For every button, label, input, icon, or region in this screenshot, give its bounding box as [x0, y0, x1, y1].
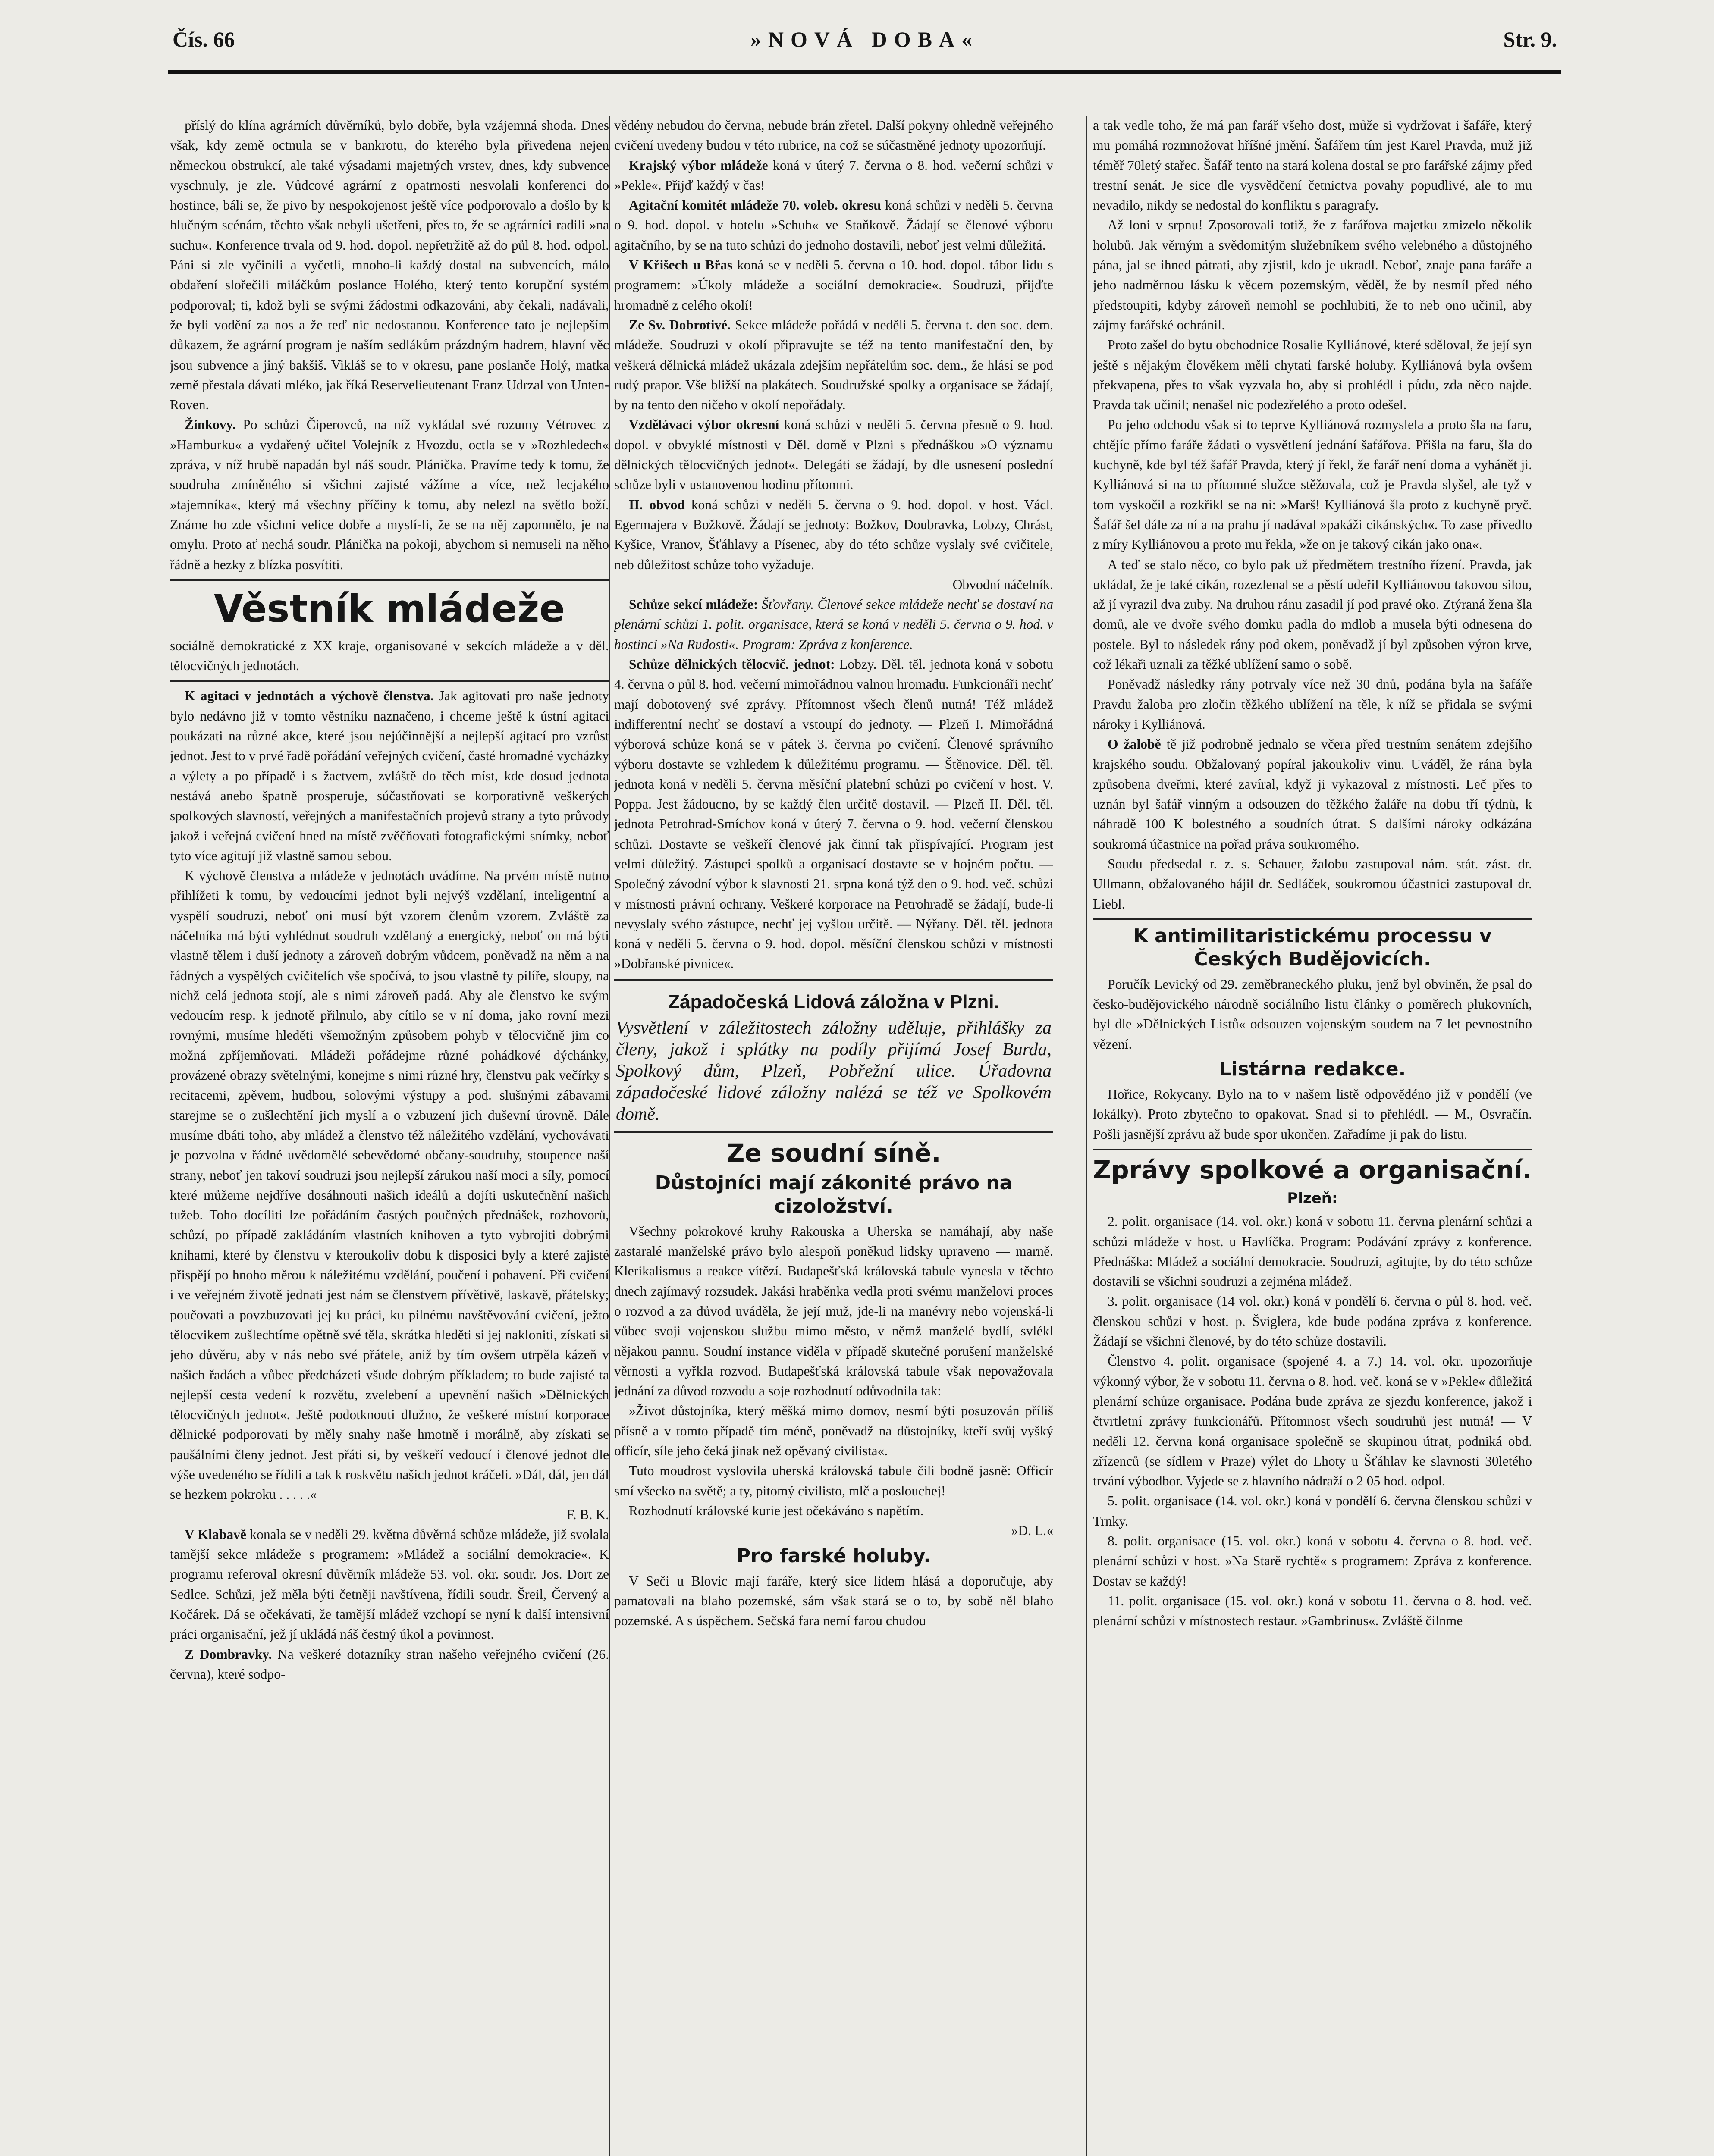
paragraph: Schůze sekcí mládeže: Šťovřany. Členové sekce mládeže nechť se dostaví na plenární schůzi 1. polit. organisace, která se koná v neděli 5. června o 9. hod. v hostinci »Na Rudosti«. Program: Zpráva z konference.	[614, 597, 1053, 652]
lead-in: Žinkovy.	[185, 417, 236, 432]
article-title: Listárna redakce.	[1219, 1058, 1406, 1081]
paragraph: 11. polit. organisace (15. vol. okr.) koná v sobotu 11. června o 8. hod. več. plenární schůzi v místnostech restaur. »Gambrinus«. Zvláště čilnme	[1093, 1593, 1532, 1629]
lead-in: Vzdělávací výbor okresní	[629, 417, 779, 432]
paragraph: O žalobě tě již podrobně jednalo se včera před trestním senátem zdejšího krajského soudu. Obžalovaný popíral jakoukoliv vinu. Uváděl, že rána byla způsobena dveřmi, které zavíral, když ji vykazoval z místnosti. Leč přes to uznán byl šafář vinným a odsouzen do těžkého žaláře na dobu tří týdnů, k náhradě 100 K bolestného a soudních útrat. S dalšími nároky odkázána soukromá účastnice na pořad práva soukromého.	[1093, 736, 1532, 852]
lead-in: Ze Sv. Dobrotivé.	[629, 317, 731, 332]
column-divider	[1086, 116, 1087, 2156]
lead-in: O žalobě	[1108, 736, 1161, 752]
paragraph: příslý do klína agrárních důvěrníků, bylo dobře, byla vzájemná shoda. Dnes však, kdy země octnula se v bankrotu, do kterého byla přivedena nejen německou obstrukcí, ale také výsadami majetných vrstev, dnes, kdy subvence vyschnuly, je zle. Vůdcové agrární z opatrnosti nesvolali konferenci do hostince, báli se, že pivo by nespokojenost ještě více podporovalo a došlo by k hlučným scénám, těchto však nebyli ušetřeni, přes to, že se agrárníci radili »na suchu«. Konference trvala od 9. hod. dopol. nepřetržitě až do půl 8. hod. odpol. Páni si zle vyčinili a vyčetli, mnoho-li každý dostal na subvencích, málo obdaření slořečili miláčkům poslance Holého, který tento korupční systém podporoval; ti, kdož byli se svými žádostmi odkazováni, aby čekali, nadávali, že byli vodění za nos a že teď nic nedostanou. Konference tato je nejlepším důkazem, že agrární program je naším sedlákům prázdným hadrem, hlavní věc jsou subvence a jiný bakšiš. Vikláš se to v okresu, pane poslanče Holý, matka země přestala dávati mléko, jak říká Reservelieutenant Franz Udrzal von Unten-Roven.	[170, 118, 609, 413]
header-rule	[168, 70, 1561, 74]
signature: »D. L.«	[1011, 1523, 1053, 1539]
masthead: »NOVÁ DOBA«	[750, 27, 979, 51]
section-heading: Ze soudní síně.	[726, 1138, 941, 1168]
column-3	[1093, 116, 1532, 2156]
lead-in: V Klabavě	[185, 1526, 246, 1542]
lead-in: Z Dombravky.	[185, 1646, 272, 1662]
signature: F. B. K.	[566, 1507, 609, 1522]
paragraph: 3. polit. organisace (14 vol. okr.) koná v pondělí 6. června o půl 8. hod. več. členskou schůzi v host. p. Šviglera, kde bude podána zpráva z konference. Žádají se všichni členové, by do této schůze dostavili.	[1093, 1294, 1532, 1349]
paragraph: Tuto moudrost vyslovila uherská královská tabule čili bodně jasně: Officír smí všecko na světě; a ty, pitomý civilisto, mlč a poslouchej!	[614, 1463, 1053, 1498]
paragraph: K výchově členstva a mládeže v jednotách uvádíme. Na prvém místě nutno přihlížeti k tomu, by vedoucími jednot byli nejvýš vzdělaní, inteligentní a vyspělí soudruzi, neboť oni musí být vzorem členům vzorem. Zvláště za náčelníka má býti vyhlédnut soudruh vzdělaný a energický, neboť on má býti vlastně tělem i duší jednoty a zároveň dobrým vůdcem, poněvadž na něm a na řádných a vyspělých cvičitelích vše spočívá, to jsou vlastně ty pilíře, sloupy, na nichž celá jednota stojí, ale s nimi zároveň padá. Aby ale členstvo ke svým vedoucím resp. k jednotě přilnulo, aby cítilo se v ní doma, jako rovní mezi rovnými, musíme hleděti všemožným způsobem pohyb v tělocvičně jim co možná zpříjemňovati. Mládeži pořádejme různé pohádkové dýchánky, provázené obrazy světelnými, konejme s nimi různé hry, členstvu pak večírky s recitacemi, zpěvem, hudbou, solovými výstupy a pod. slušnými zábavami starejme se o zušlechtění jich myslí a o vzbuzení jich duševní úrovně. Dále musíme dbáti toho, aby mládež a členstvo též náležitého vzdělání, vychovávati je pozvolna v řádné uvědomělé sebevědomé občany-soudruhy, stoupence naší strany, neboť jen takoví soudruzi jsou nejlepší zárukou naší moci a síly, pomocí které můžeme nejdříve dosáhnouti našich ideálů a dojíti uskutečnění našich tužeb. Toho docíliti lze pořádáním častých poučných přednášek, rozhovorů, schůzí, po případě zakládáním vlastních knihoven a tyto vybrojiti dobrými knihami, které by členstvu v kteroukoliv dobu k disposici byly a které zajisté přispějí po hnoho měrou k náležitému vzdělání, poučení i pobavení. Při cvičení i ve veřejném životě jednati jest nám se členstvem přívětivě, laskavě, přátelsky; poučovati a povzbuzovati jej ku práci, ku pilnému navštěvování cvičení, ježto tělocvikem zušlechtíme opětně své těla, skrátka hleděti si jej nakloniti, získati si jeho důvěru, aby v nás nebo své přátele, aniž by tím ovšem utrpěla kázeň v našich řadách a vůbec předcházeti všude dobrým příkladem; to bude zajisté ta nejlepší cesta vedení k rozvětu, zvelebení a upevnění našich »Dělnických tělocvičných jednot«. Ještě podotknouti dlužno, že veškeré místní korporace dělnické podporovati by měly snahy naše hmotně i morálně, aby získati se paušálními členy jednot. Jest přáti si, by veškeří vedoucí i členové jednot dle výše uvedeného se řídili a tak k roskvětu našich jednot kráčeli. »Dál, dál, jen dál se hezkem pokroku . . . . .«	[170, 868, 609, 1502]
paragraph: Agitační komitét mládeže 70. voleb. okresu koná schůzi v neděli 5. června o 9. hod. dopol. v hotelu »Schuh« ve Staňkově. Žádají se členové výboru agitačního, by se na tuto schůzi do jednoho dostavili, neboť jest velmi důležitá.	[614, 197, 1053, 253]
lead-in: Schůze sekcí mládeže:	[629, 597, 758, 612]
paragraph: Poručík Levický od 29. zeměbraneckého pluku, jenž byl obviněn, že psal do česko-budějovického národně sociálního listu články o poměrech plukovních, byl dle »Dělnických Listů« odsouzen vojenským soudem na 7 let pevnostního vězení.	[1093, 976, 1532, 1052]
column-divider	[609, 116, 610, 2156]
paragraph: II. obvod koná schůzi v neděli 5. června o 9. hod. dopol. v host. Václ. Egermajera v Božkově. Žádají se jednoty: Božkov, Doubravka, Lobzy, Chrást, Kyšice, Vranov, Šťáhlavy a Písenec, aby do této schůze vyslaly své cvičitele, neb důležitost schůze toho vyžaduje.	[614, 497, 1053, 572]
article-title: Pro farské holuby.	[736, 1545, 931, 1567]
advert-body: Vysvětlení v záležitostech záložny uděluje, přihlášky za členy, jakož i splátky na podíly přijímá Josef Burda, Spolkový dům, Plzeň, Pobřežní ulice. Úřadovna západočeské lidové záložny nalézá se též ve Spolkovém domě.	[616, 1018, 1052, 1124]
column-1	[170, 116, 609, 2156]
paragraph: Žinkovy. Po schůzi Čiperovců, na níž vykládal své rozumy Vétrovec z »Hamburku« a vydařený učitel Volejník z Hvozdu, octla se v »Rozhledech« zpráva, v níž hrubě napadán byl náš soudr. Plánička. Pravíme tedy k tomu, že soudruha zmíněného si všichni zajisté vážíme a více, než lecjakého »tajemníka«, který má všechny příčiny k tomu, aby nelezl na světlo boží. Známe ho zde všichni velice dobře a myslí-li, že se na něj zapomnělo, je na omylu. Proto ať nechá soudr. Plánička na pokoji, abychom si nemuseli na něho řádně a hezky z blízka posvítiti.	[170, 417, 609, 572]
section-subtitle: sociálně demokratické z XX kraje, organisované v sekcích mládeže a v děl. tělocvičných jednotách.	[170, 638, 609, 674]
advert-title: Západočeská Lidová záložna v Plzni.	[668, 991, 999, 1012]
paragraph: K agitaci v jednotách a výchově členstva. Jak agitovati pro naše jednoty bylo nedávno již v tomto věstníku naznačeno, i chceme ještě k ústní agitaci poukázati na různé akce, které jsou nejúčinnější a nejlepší agitací pro vzrůst jednot. Jest to v prvé řadě pořádání veřejných cvičení, časté hromadné vycházky a výlety a po případě i s žactvem, zvláště do těch míst, kde dosud jednota nestává anebo špatně prosperuje, súčastňovati se korporativně veškerých spolkových slavností, veřejných a manifestačních projevů strany a tyto průvody jakož i veřejná cvičení hned na místě zvěčňovati fotografickými snímky, neboť tyto více agitují již vlastně samou sebou.	[170, 688, 609, 863]
lead-in: II. obvod	[629, 497, 685, 512]
paragraph: Po jeho odchodu však si to teprve Kylliánová rozmyslela a proto šla na faru, chtějíc přímo faráře žádati o vysvětlení jednání šafářova. Přišla na faru, šla do kuchyně, kde byl též šafář Pravda, který jí řekl, že farář není doma a vyhánět ji. Kylliánová si na to přítomné služce stěžovala, což je Pravda slyšel, ale tyž v tom vyskočil a rozkřikl se na ni: »Marš! Kylliánová šla proto z kuchyně pryč. Šafář šel dále za ní a na prahu jí nadával »pakáži cikánských«. To zase přivedlo z míry Kylliánovou a proto mu řekla, »že on je takový cikán jako ona«.	[1093, 417, 1532, 552]
paragraph: Z Dombravky. Na veškeré dotazníky stran našeho veřejného cvičení (26. června), které sodpo-	[170, 1646, 609, 1682]
paragraph: Poněvadž následky rány potrvaly více než 30 dnů, podána byla na šafáře Pravdu žaloba pro zločin těžkého ublížení na těle, k níž se přidala se svými nároky i Kylliánová.	[1093, 677, 1532, 732]
advert-box	[614, 979, 1053, 1133]
lead-in: K agitaci v jednotách a výchově členstva.	[185, 688, 434, 704]
article-title: Důstojníci mají zákonité právo na cizoložství.	[655, 1172, 1013, 1217]
paragraph: Soudu předsedal r. z. s. Schauer, žalobu zastupoval nám. stát. zást. dr. Ullmann, obžalovaného hájil dr. Sedláček, soukromou účastnici zastupoval dr. Liebl.	[1093, 856, 1532, 912]
paragraph: »Život důstojníka, který měšká mimo domov, nesmí býti posuzován příliš přísně a v tomto případě tím méně, poněvadž na důstojníky, kteří svůj vyšký officír, síle jeho čeká jinak než opěvaný civilista«.	[614, 1403, 1053, 1459]
paragraph: A teď se stalo něco, co bylo pak už předmětem trestního řízení. Pravda, jak ukládal, že je také cikán, rozezlenal se a pěstí udeřil Kylliánovou takovou silou, až jí vyrazil dva zuby. Na druhou ránu zasadil jí pod pravé oko. Ztýraná žena šla domů, ale ve dvoře svého domku padla do mdlob a musela býti odnesena do postele. Byl to následek rány pod okem, poněvadž jí byl způsoben výron krve, což lékaři uznali za těžké ublížení samo o sobě.	[1093, 557, 1532, 672]
column-2	[614, 116, 1053, 2156]
page-header	[168, 25, 1561, 99]
lead-in: Agitační komitét mládeže 70. voleb. okresu	[629, 197, 881, 213]
page-number: Str. 9.	[1503, 27, 1557, 51]
paragraph: vědény nebudou do června, nebude brán zřetel. Další pokyny ohledně veřejného cvičení uvedeny budou v této rubrice, na což se súčastněné jednoty upozorňují.	[614, 118, 1053, 153]
paragraph: V Klabavě konala se v neděli 29. května důvěrná schůze mládeže, již svolala tamější sekce mládeže s programem: »Mládež a sociální demokracie«. K programu referoval okresní důvěrník mládeže 53. vol. okr. soudr. Jos. Dort ze Sedlce. Schůzi, jež měla býti četněji navštívena, řídili soudr. Šreil, Červený a Kočárek. Dá se očekávati, že tamější mládež vzchopí se nyní k další intensivní práci organisační, jež jí ukládá náš čestný úkol a povinnost.	[170, 1526, 609, 1642]
paragraph: 8. polit. organisace (15. vol. okr.) koná v sobotu 4. června o 8. hod. več. plenární schůzi v host. »Na Starě rychtě« s programem: Zpráva z konference. Dostav se každý!	[1093, 1533, 1532, 1589]
paragraph: Až loni v srpnu! Zposorovali totiž, že z farářova majetku zmizelo několik holubů. Jak věrným a svědomitým služebníkem svého velebného a důstojného pána, jal se ihned pátrati, aby zjistil, kdo je ukradl. Neboť, znaje pana faráře a jeho nadměrnou lásku k věcem pozemským, věděl, že by nesmíl před ného předstoupiti, kdyby zároveň nemohl se pochlubiti, že to neb ono učinil, aby zájmy farářské ochránil.	[1093, 217, 1532, 332]
section-rule	[1093, 918, 1532, 920]
paragraph: Rozhodnutí královské kurie jest očekáváno s napětím.	[629, 1503, 924, 1518]
paragraph: V Křišech u Břas koná se v neděli 5. června o 10. hod. dopol. tábor lidu s programem: »Úkoly mládeže a sociální demokracie«. Soudruzi, přijďte hromadně z celého okolí!	[614, 257, 1053, 313]
paragraph: Schůze dělnických tělocvič. jednot: Lobzy. Děl. těl. jednota koná v sobotu 4. června o půl 8. hod. večerní mimořádnou valnou hromadu. Funkcionáři nechť mají dobotovený své zprávy. Přítomnost všech členů nutná! Též mládež indifferentní nechť se dostaví a vstoupí do jednoty. — Plzeň I. Mimořádná výborová schůze koná se v pátek 3. června po cvičení. Členové správního výboru dostavte se vzhledem k důležitému programu. — Štěnovice. Děl. těl. jednota koná v neděli 5. června měsíční platební schůzi po cvičení v host. V. Poppa. Jest žádoucno, by se každý člen určitě dostavil. — Plzeň II. Děl. těl. jednota Petrohrad-Smíchov koná v úterý 7. června o 9. hod. večerní členskou schůzi. Dostavte se veškeří členové jak činní tak přispívající. Program jest velmi důležitý. Zástupci spolků a organisací dostavte se v hojném počtu. — Společný závodní výbor k slavnosti 21. srpna koná týž den o 9. hod. več. schůzi v místnosti právní ochrany. Veškeré korporace na Petrohradě se žádají, bude-li nevyslaly svého zástupce, nechť jej vyšlou určitě. — Nýřany. Děl. těl. jednota koná v neděli 5. června o 9. hod. dopol. měsíční členskou schůzi v místnosti »Dobřanské pivnice«.	[614, 657, 1053, 971]
article-title: K antimilitaristickému processu v Českých Budějovicích.	[1133, 924, 1492, 970]
paragraph: Proto zašel do bytu obchodnice Rosalie Kylliánové, které sděloval, že její syn ještě s nějakým člověkem měli chytati farské holuby. Kylliánová byla ovšem překvapena, přes to však vyzvala ho, aby si prohlédl i půdu, zda něco najde. Pravda tak učinil; nenašel nic podezřelého a proto odešel.	[1093, 337, 1532, 413]
paragraph: V Seči u Blovic mají faráře, který sice lidem hlásá a doporučuje, aby pamatovali na blaho pozemské, sám však stará se o to, by sobě něl blaho pozemské. A s úspěchem. Sečská fara nemí farou chudou	[614, 1573, 1053, 1629]
lead-in: Schůze dělnických tělocvič. jednot:	[629, 657, 835, 672]
section-heading: Věstník mládeže	[213, 586, 565, 631]
paragraph: Všechny pokrokové kruhy Rakouska a Uherska se namáhají, aby naše zastaralé manželské právo bylo alespoň poněkud lidsky upraveno — marně. Klerikalismus a reakce vítězí. Budapešťská královská tabule vynesla v těchto dnech zajímavý rozsudek. Jakási hraběnka vedla proti svému manželovi proces o rozvod a za důvod uváděla, že její muž, jde-li na manévry nebo vojenská-li vůbec svoji vojenskou službu mimo město, v němž manželé bydlí, svlékl nějakou pannu. Soudní instance viděla v případě skutečné porušení manželské věrnosti a vyřkla rozvod. Budapešťská královská tabule však nepovažovala jednání za důvod rozvodu a soje rozhodnutí odůvodnila tak:	[614, 1223, 1053, 1399]
section-rule	[170, 680, 609, 682]
signature: Obvodní náčelník.	[952, 577, 1053, 592]
lead-in: V Křišech u Břas	[629, 257, 733, 273]
paragraph: Krajský výbor mládeže koná v úterý 7. června o 8. hod. večerní schůzi v »Pekle«. Přijď každý v čas!	[614, 157, 1053, 193]
section-rule	[170, 579, 609, 581]
paragraph: Ze Sv. Dobrotivé. Sekce mládeže pořádá v neděli 5. června t. den soc. dem. mládeže. Soudruzi v okolí připravujte se též na tento manifestační den, by veškerá dělnická mládež ukázala zdejším nepřátelům soc. dem., že hlásí se pod rudý prapor. Vše bližší na plakátech. Soudružské spolky a organisace se žádají, by na tento den ničeho v okolí nepořádaly.	[614, 317, 1053, 413]
paragraph: 2. polit. organisace (14. vol. okr.) koná v sobotu 11. června plenární schůzi a schůzi mládeže v host. u Havlíčka. Program: Podávání zprávy z konference. Přednáška: Mládež a sociální demokracie. Soudruzi, agitujte, by do této schůze dostavili se všichni soudruzi a zejména mládež.	[1093, 1214, 1532, 1289]
subheading: Plzeň:	[1287, 1189, 1338, 1207]
paragraph: a tak vedle toho, že má pan farář všeho dost, může si vydržovat i šafáře, který mu pomáhá rozmnožovat hříšné jmění. Šafářem tím jest Karel Pravda, muž již téměř 70letý stařec. Šafář tento na stará kolena dostal se pro farářské zájmy před trestní senát. Je sice dle vysvědčení četnictva povahy popudlivé, ale to mu nevadilo, nikdy se nedostal do konfliktu s paragrafy.	[1093, 118, 1532, 213]
issue-number: Čís. 66	[173, 27, 235, 51]
lead-in: Krajský výbor mládeže	[629, 157, 768, 173]
paragraph: Členstvo 4. polit. organisace (spojené 4. a 7.) 14. vol. okr. upozorňuje výkonný výbor, že v sobotu 11. června o 8. hod. več. koná se v »Pekle« důležitá plenární schůze organisace. Podána bude zpráva ze sjezdu konference, jakož i čtvrtletní zprávy funkcionářů. Přítomnost všech soudruhů jest nutná! — V neděli 12. června koná organisace společně se skupinou útrat, podniká obd. zřízenců (se sídlem v Praze) výlet do Lhoty u Šťáhlav ke slavnosti 30letého trvání výbodbor. Vyjede se z hlavního nádraží o 2 05 hod. odpol.	[1093, 1354, 1532, 1489]
paragraph: 5. polit. organisace (14. vol. okr.) koná v pondělí 6. června členskou schůzi v Trnky.	[1093, 1493, 1532, 1529]
paragraph: Hořice, Rokycany. Bylo na to v našem listě odpovědéno již v pondělí (ve lokálky). Proto zbytečno to opakovat. Snad si to přehlédl. — M., Osvračín. Pošli jasnější zprávu až bude spor ukončen. Zařadíme ji pak do listu.	[1093, 1087, 1532, 1142]
section-heading: Zprávy spolkové a organisační.	[1093, 1155, 1532, 1185]
section-rule	[1093, 1149, 1532, 1150]
paragraph: Vzdělávací výbor okresní koná schůzi v neděli 5. června přesně o 9. hod. dopol. v obvyklé místnosti v Děl. domě v Plzni s přednáškou »O významu dělnických tělocvičných jednot«. Delegáti se žádají, by dle usnesení poslední schůze byli v ustanovenou hodinu přítomni.	[614, 417, 1053, 492]
